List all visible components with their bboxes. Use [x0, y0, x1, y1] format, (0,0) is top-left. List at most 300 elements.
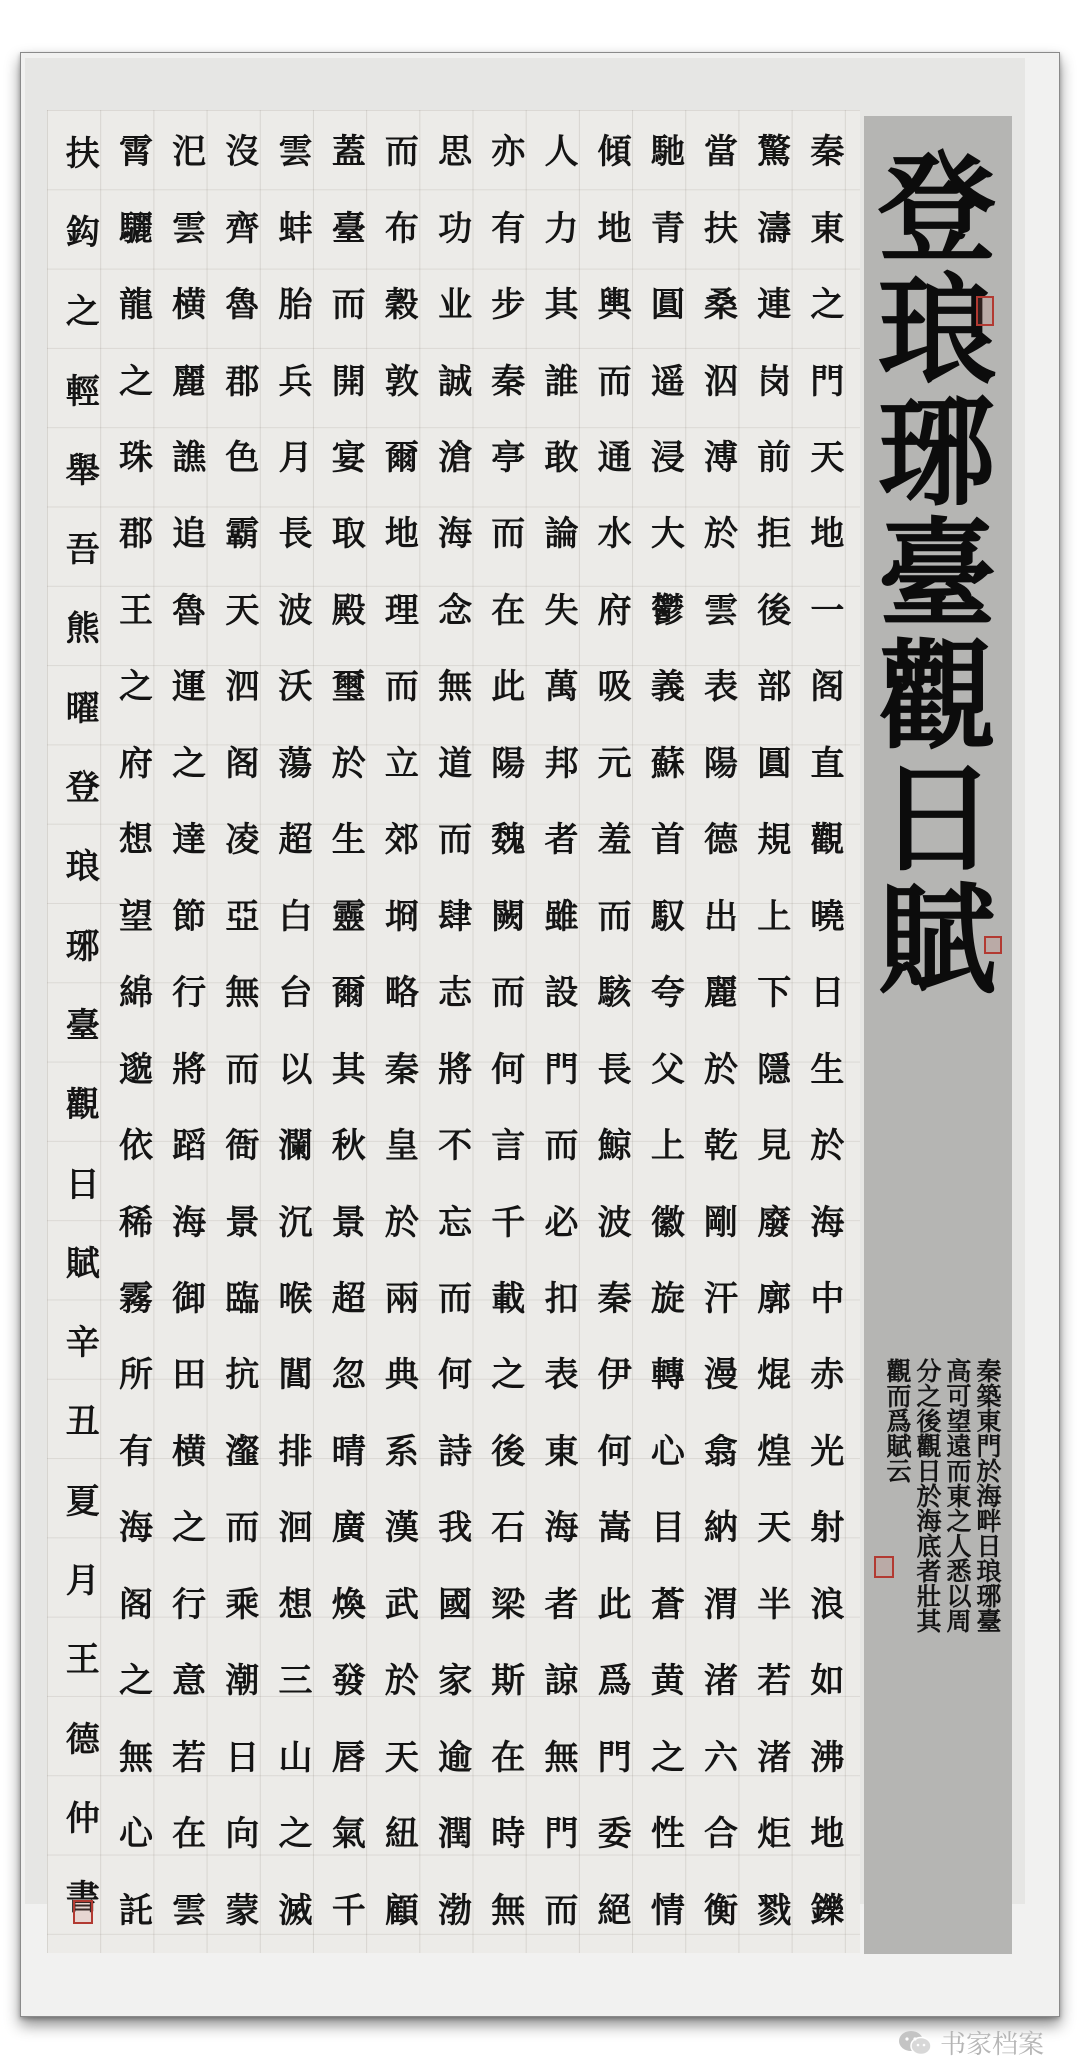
- character: 家: [438, 1661, 473, 1702]
- character: 日: [65, 1164, 100, 1205]
- character: 萬: [544, 667, 579, 708]
- text-column: [322, 114, 375, 1949]
- character: 心: [650, 1431, 685, 1472]
- character: 納: [704, 1508, 739, 1549]
- character: 志: [438, 973, 473, 1014]
- character: 連: [757, 285, 792, 326]
- character: 鯨: [597, 1126, 632, 1167]
- character: 横: [172, 1431, 207, 1472]
- character: 阁: [225, 743, 260, 784]
- character: 爾: [384, 438, 419, 479]
- character: 陽: [704, 743, 739, 784]
- character: 稀: [118, 1202, 153, 1243]
- character: 波: [278, 590, 313, 631]
- character: 黄: [650, 1661, 685, 1702]
- character: 邈: [118, 1049, 153, 1090]
- character: 其: [544, 285, 579, 326]
- character: 忘: [438, 1202, 473, 1243]
- preface-column: 觀而爲賦云: [883, 1358, 912, 1483]
- character: 琅: [65, 847, 100, 888]
- character: 輿: [597, 285, 632, 326]
- character: 而: [384, 132, 419, 173]
- character: 排: [278, 1431, 313, 1472]
- character: 觀: [65, 1085, 100, 1126]
- character: 皇: [384, 1126, 419, 1167]
- character: 部: [757, 667, 792, 708]
- character: 蕩: [278, 743, 313, 784]
- character: 觀: [810, 820, 845, 861]
- character: 言: [491, 1126, 526, 1167]
- character: 蚌: [278, 208, 313, 249]
- character: 在: [491, 1737, 526, 1778]
- character: 道: [438, 743, 473, 784]
- character: 海: [438, 514, 473, 555]
- character: 超: [331, 1279, 366, 1320]
- character: 乘: [225, 1584, 260, 1625]
- character: 浸: [650, 438, 685, 479]
- character: 蹈: [172, 1126, 207, 1167]
- character: 運: [172, 667, 207, 708]
- title-strip: [858, 116, 1012, 1954]
- character: 生: [810, 1049, 845, 1090]
- character: 圓: [757, 743, 792, 784]
- character: 我: [438, 1508, 473, 1549]
- character: 焜: [757, 1355, 792, 1396]
- watermark: [898, 2024, 1044, 2061]
- character: 业: [438, 285, 473, 326]
- character: 此: [597, 1584, 632, 1625]
- character: 靈: [331, 896, 366, 937]
- character: 府: [118, 743, 153, 784]
- character: 失: [544, 590, 579, 631]
- character: 在: [172, 1814, 207, 1855]
- character: 秋: [331, 1126, 366, 1167]
- character: 德: [704, 820, 739, 861]
- character: 胎: [278, 285, 313, 326]
- character: 地: [810, 1814, 845, 1855]
- character: 潮: [225, 1661, 260, 1702]
- character: 而: [597, 896, 632, 937]
- character: 桑: [704, 285, 739, 326]
- character: 地: [384, 514, 419, 555]
- character: 千: [491, 1202, 526, 1243]
- character: 溥: [704, 438, 739, 479]
- character: 而: [225, 1049, 260, 1090]
- character: 而: [491, 973, 526, 1014]
- character: 抗: [225, 1355, 260, 1396]
- character: 向: [225, 1814, 260, 1855]
- character: 誠: [438, 361, 473, 402]
- character: 表: [544, 1355, 579, 1396]
- character: 驚: [757, 132, 792, 173]
- character: 霧: [118, 1279, 153, 1320]
- character: 郡: [225, 361, 260, 402]
- character: 日: [225, 1737, 260, 1778]
- character: 門: [544, 1049, 579, 1090]
- seal-stamp: [73, 1900, 93, 1924]
- character: 郡: [118, 514, 153, 555]
- character: 於: [704, 514, 739, 555]
- character: 地: [597, 208, 632, 249]
- character: 渭: [704, 1584, 739, 1625]
- artwork-title: 登琅琊臺觀日賦: [858, 146, 997, 1000]
- character: 取: [331, 514, 366, 555]
- character: 白: [278, 896, 313, 937]
- character: 阁: [118, 1584, 153, 1625]
- character: 望: [118, 896, 153, 937]
- character: 達: [172, 820, 207, 861]
- character: 雲: [278, 132, 313, 173]
- character: 論: [544, 514, 579, 555]
- character: 門: [544, 1814, 579, 1855]
- character: 立: [384, 743, 419, 784]
- character: 景: [331, 1202, 366, 1243]
- character: 璽: [331, 667, 366, 708]
- character: 前: [757, 438, 792, 479]
- character: 兩: [384, 1279, 419, 1320]
- character: 長: [278, 514, 313, 555]
- character: 綿: [118, 973, 153, 1014]
- character: 半: [757, 1584, 792, 1625]
- character: 功: [438, 208, 473, 249]
- character: 無: [118, 1737, 153, 1778]
- character: 嵩: [597, 1508, 632, 1549]
- character: 色: [225, 438, 260, 479]
- character: 想: [278, 1584, 313, 1625]
- text-column: [748, 114, 801, 1949]
- character: 霄: [118, 132, 153, 173]
- character: 之: [118, 1661, 153, 1702]
- character: 千: [331, 1890, 366, 1931]
- character: 載: [491, 1279, 526, 1320]
- character: 六: [704, 1737, 739, 1778]
- character: 海: [544, 1508, 579, 1549]
- character: 無: [225, 973, 260, 1014]
- character: 元: [597, 743, 632, 784]
- character: 上: [757, 896, 792, 937]
- character: 臺: [65, 1005, 100, 1046]
- character: 水: [597, 514, 632, 555]
- character: 肆: [438, 896, 473, 937]
- character: 穀: [384, 285, 419, 326]
- character: 大: [650, 514, 685, 555]
- character: 龍: [118, 285, 153, 326]
- character: 規: [757, 820, 792, 861]
- character: 雲: [172, 1890, 207, 1931]
- character: 而: [544, 1126, 579, 1167]
- character: 瀾: [278, 1126, 313, 1167]
- watermark-text: 书家档案: [939, 2030, 1044, 2060]
- character: 魯: [225, 285, 260, 326]
- character: 吸: [597, 667, 632, 708]
- character: 驪: [118, 208, 153, 249]
- character: 漢: [384, 1508, 419, 1549]
- character: 首: [650, 820, 685, 861]
- character: 拒: [757, 514, 792, 555]
- character: 德: [65, 1719, 100, 1760]
- character: 直: [810, 743, 845, 784]
- character: 泅: [704, 361, 739, 402]
- character: 鑠: [810, 1890, 845, 1931]
- character: 超: [278, 820, 313, 861]
- character: 兵: [278, 361, 313, 402]
- character: 景: [225, 1202, 260, 1243]
- character: 而: [491, 514, 526, 555]
- character: 上: [650, 1126, 685, 1167]
- character: 後: [757, 590, 792, 631]
- character: 馳: [650, 132, 685, 173]
- seal-stamp: [984, 936, 1002, 954]
- character: 義: [650, 667, 685, 708]
- character: 徽: [650, 1202, 685, 1243]
- character: 依: [118, 1126, 153, 1167]
- character: 王: [65, 1640, 100, 1681]
- character: 委: [597, 1814, 632, 1855]
- character: 煥: [331, 1584, 366, 1625]
- character: 逾: [438, 1737, 473, 1778]
- character: 光: [810, 1431, 845, 1472]
- character: 日: [810, 973, 845, 1014]
- character: 殿: [331, 590, 366, 631]
- character: 曉: [810, 896, 845, 937]
- text-column: [535, 114, 588, 1949]
- character: 吾: [65, 530, 100, 571]
- character: 託: [118, 1890, 153, 1931]
- preface-column: 高可望遠而東之人悉以周: [943, 1358, 972, 1633]
- character: 而: [438, 1279, 473, 1320]
- character: 瀣: [225, 1431, 260, 1472]
- character: 乾: [704, 1126, 739, 1167]
- character: 之: [278, 1814, 313, 1855]
- character: 沸: [810, 1737, 845, 1778]
- character: 輕: [65, 371, 100, 412]
- character: 阁: [810, 667, 845, 708]
- preface-column: 分之後觀日於海底者壯其: [913, 1358, 942, 1633]
- character: 翕: [704, 1431, 739, 1472]
- character: 潤: [438, 1814, 473, 1855]
- character: 之: [118, 361, 153, 402]
- character: 門: [810, 361, 845, 402]
- wechat-icon: [898, 2030, 932, 2056]
- character: 遥: [650, 361, 685, 402]
- character: 臨: [225, 1279, 260, 1320]
- character: 當: [704, 132, 739, 173]
- character: 圓: [650, 285, 685, 326]
- character: 後: [491, 1431, 526, 1472]
- character: 秦: [491, 361, 526, 402]
- character: 而: [225, 1508, 260, 1549]
- character: 波: [597, 1202, 632, 1243]
- character: 登: [65, 768, 100, 809]
- character: 發: [331, 1661, 366, 1702]
- character: 之: [118, 667, 153, 708]
- character: 將: [172, 1049, 207, 1090]
- character: 所: [118, 1355, 153, 1396]
- character: 時: [491, 1814, 526, 1855]
- character: 有: [491, 208, 526, 249]
- character: 敦: [384, 361, 419, 402]
- character: 隱: [757, 1049, 792, 1090]
- character: 雖: [544, 896, 579, 937]
- character: 之: [172, 743, 207, 784]
- character: 一: [810, 590, 845, 631]
- character: 台: [278, 973, 313, 1014]
- character: 滄: [438, 438, 473, 479]
- character: 布: [384, 208, 419, 249]
- character: 凌: [225, 820, 260, 861]
- character: 仲: [65, 1798, 100, 1839]
- character: 海: [810, 1202, 845, 1243]
- character: 舉: [65, 450, 100, 491]
- character: 埛: [384, 896, 419, 937]
- character: 横: [172, 285, 207, 326]
- character: 行: [172, 973, 207, 1014]
- character: 御: [172, 1279, 207, 1320]
- character: 雲: [704, 590, 739, 631]
- text-column: [588, 114, 641, 1949]
- character: 誰: [544, 361, 579, 402]
- character: 其: [331, 1049, 366, 1090]
- character: 渚: [757, 1737, 792, 1778]
- character: 若: [172, 1737, 207, 1778]
- character: 出: [704, 896, 739, 937]
- character: 情: [650, 1890, 685, 1931]
- character: 絕: [597, 1890, 632, 1931]
- character: 蒼: [650, 1584, 685, 1625]
- character: 剛: [704, 1202, 739, 1243]
- character: 天: [810, 438, 845, 479]
- character: 斯: [491, 1661, 526, 1702]
- character: 轉: [650, 1355, 685, 1396]
- character: 念: [438, 590, 473, 631]
- character: 麗: [704, 973, 739, 1014]
- character: 霸: [225, 514, 260, 555]
- character: 何: [597, 1431, 632, 1472]
- character: 海: [118, 1508, 153, 1549]
- character: 行: [172, 1584, 207, 1625]
- character: 下: [757, 973, 792, 1014]
- character: 亞: [225, 896, 260, 937]
- character: 伊: [597, 1355, 632, 1396]
- character: 書: [65, 1878, 100, 1919]
- character: 沉: [278, 1202, 313, 1243]
- character: 而: [331, 285, 366, 326]
- character: 麗: [172, 361, 207, 402]
- character: 無: [544, 1737, 579, 1778]
- character: 開: [331, 361, 366, 402]
- character: 夸: [650, 973, 685, 1014]
- character: 丑: [65, 1402, 100, 1443]
- character: 熊: [65, 609, 100, 650]
- character: 扶: [704, 208, 739, 249]
- character: 理: [384, 590, 419, 631]
- character: 生: [331, 820, 366, 861]
- character: 於: [331, 743, 366, 784]
- character: 此: [491, 667, 526, 708]
- character: 梁: [491, 1584, 526, 1625]
- character: 廢: [757, 1202, 792, 1243]
- character: 齊: [225, 208, 260, 249]
- character: 渤: [438, 1890, 473, 1931]
- character: 漫: [704, 1355, 739, 1396]
- character: 天: [384, 1737, 419, 1778]
- character: 於: [704, 1049, 739, 1090]
- character: 羞: [597, 820, 632, 861]
- character: 汜: [172, 132, 207, 173]
- character: 蒙: [225, 1890, 260, 1931]
- character: 如: [810, 1661, 845, 1702]
- character: 曜: [65, 688, 100, 729]
- character: 國: [438, 1584, 473, 1625]
- character: 見: [757, 1126, 792, 1167]
- character: 蓋: [331, 132, 366, 173]
- character: 若: [757, 1661, 792, 1702]
- seal-stamp: [976, 296, 994, 326]
- character: 於: [384, 1202, 419, 1243]
- character: 汗: [704, 1279, 739, 1320]
- character: 詩: [438, 1431, 473, 1472]
- character: 諒: [544, 1661, 579, 1702]
- character: 顧: [384, 1890, 419, 1931]
- character: 月: [278, 438, 313, 479]
- character: 長: [597, 1049, 632, 1090]
- character: 珠: [118, 438, 153, 479]
- character: 忽: [331, 1355, 366, 1396]
- character: 琊: [65, 926, 100, 967]
- character: 何: [438, 1355, 473, 1396]
- character: 東: [544, 1431, 579, 1472]
- character: 之: [810, 285, 845, 326]
- character: 地: [810, 514, 845, 555]
- character: 扣: [544, 1279, 579, 1320]
- character: 海: [172, 1202, 207, 1243]
- character: 傾: [597, 132, 632, 173]
- character: 意: [172, 1661, 207, 1702]
- character: 譙: [172, 438, 207, 479]
- character: 不: [438, 1126, 473, 1167]
- character: 典: [384, 1355, 419, 1396]
- character: 扶: [65, 133, 100, 174]
- calligraphy-grid: [47, 110, 860, 1953]
- character: 辛: [65, 1323, 100, 1364]
- character: 閶: [278, 1355, 313, 1396]
- character: 略: [384, 973, 419, 1014]
- character: 紐: [384, 1814, 419, 1855]
- character: 以: [278, 1049, 313, 1090]
- character: 必: [544, 1202, 579, 1243]
- character: 馭: [650, 896, 685, 937]
- character: 之: [65, 292, 100, 333]
- character: 沒: [225, 132, 260, 173]
- seal-stamp: [874, 1556, 894, 1578]
- text-column: [109, 114, 162, 1949]
- character: 宴: [331, 438, 366, 479]
- character: 煌: [757, 1431, 792, 1472]
- text-column: [163, 114, 216, 1949]
- character: 敢: [544, 438, 579, 479]
- character: 無: [491, 1890, 526, 1931]
- character: 山: [278, 1737, 313, 1778]
- character: 闕: [491, 896, 526, 937]
- character: 者: [544, 820, 579, 861]
- character: 性: [650, 1814, 685, 1855]
- character: 而: [438, 820, 473, 861]
- character: 廣: [331, 1508, 366, 1549]
- character: 合: [704, 1814, 739, 1855]
- character: 系: [384, 1431, 419, 1472]
- character: 炬: [757, 1814, 792, 1855]
- character: 衙: [225, 1126, 260, 1167]
